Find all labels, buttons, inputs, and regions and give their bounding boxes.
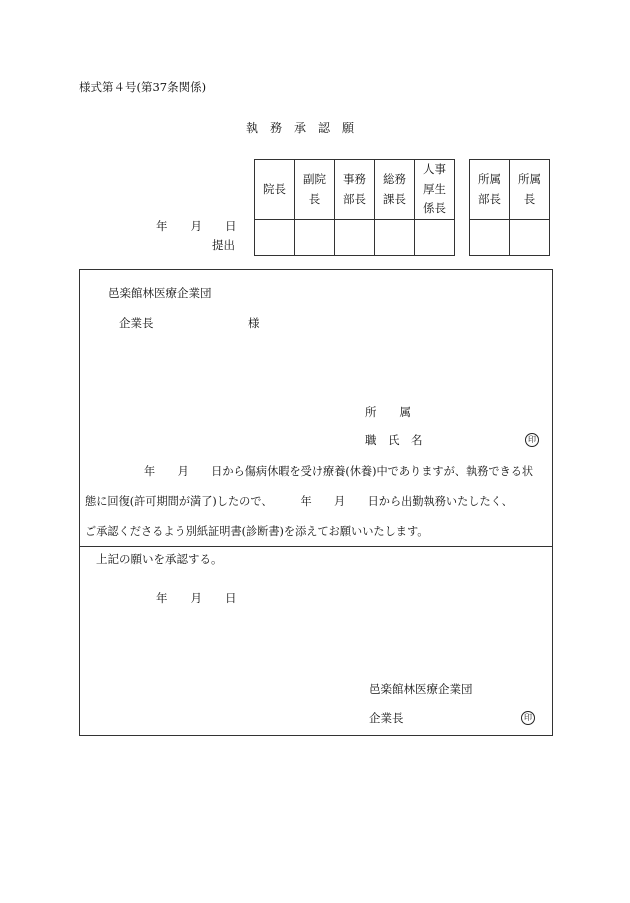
request-body-line-3: ご承認くださるよう別紙証明書(診断書)を添えてお願いいたします。 — [85, 525, 429, 538]
approver-title: 企業長 — [369, 711, 404, 725]
stamp-header-general-affairs-chief: 総務 課長 — [375, 160, 415, 220]
submission-date: 年 月 日 — [156, 219, 237, 233]
request-body-line-1: 年 月 日から傷病休暇を受け療養(休養)中でありますが、執務できる状 — [144, 465, 534, 478]
stamp-cell[interactable] — [375, 220, 415, 256]
affiliation-label: 所 属 — [365, 405, 411, 419]
addressee-title: 企業長 — [119, 316, 154, 330]
form-number: 様式第４号(第37条関係) — [79, 80, 207, 94]
seal-icon: 印 — [521, 711, 535, 725]
name-label: 職 氏 名 — [365, 433, 423, 447]
stamp-header-section-head: 所属 長 — [510, 160, 550, 220]
stamp-header-dept-head: 所属 部長 — [470, 160, 510, 220]
honorific: 様 — [248, 316, 260, 330]
stamp-cell[interactable] — [255, 220, 295, 256]
stamp-cell[interactable] — [470, 220, 510, 256]
approval-date: 年 月 日 — [156, 591, 237, 605]
document-title: 執 務 承 認 願 — [246, 121, 355, 135]
applicant-seal — [525, 433, 539, 447]
approver-seal — [521, 711, 535, 725]
stamp-header-personnel-chief: 人事 厚生 係長 — [415, 160, 455, 220]
stamp-cell[interactable] — [510, 220, 550, 256]
approver-org: 邑楽館林医療企業団 — [369, 682, 473, 696]
stamp-cell[interactable] — [335, 220, 375, 256]
section-divider — [79, 546, 552, 547]
stamp-header-admin-head: 事務 部長 — [335, 160, 375, 220]
stamp-cell[interactable] — [295, 220, 335, 256]
seal-icon: 印 — [525, 433, 539, 447]
approval-stamp-table-2 — [469, 159, 550, 256]
submitted-label: 提出 — [212, 238, 235, 252]
approval-text: 上記の願いを承認する。 — [96, 552, 223, 566]
approval-stamp-table-1 — [254, 159, 455, 256]
stamp-header-vice-director: 副院 長 — [295, 160, 335, 220]
stamp-header-director: 院長 — [255, 160, 295, 220]
request-body-line-2: 態に回復(許可期間が満了)したので、 年 月 日から出勤執務いたしたく、 — [85, 495, 513, 508]
addressee-org: 邑楽館林医療企業団 — [108, 286, 212, 300]
stamp-cell[interactable] — [415, 220, 455, 256]
